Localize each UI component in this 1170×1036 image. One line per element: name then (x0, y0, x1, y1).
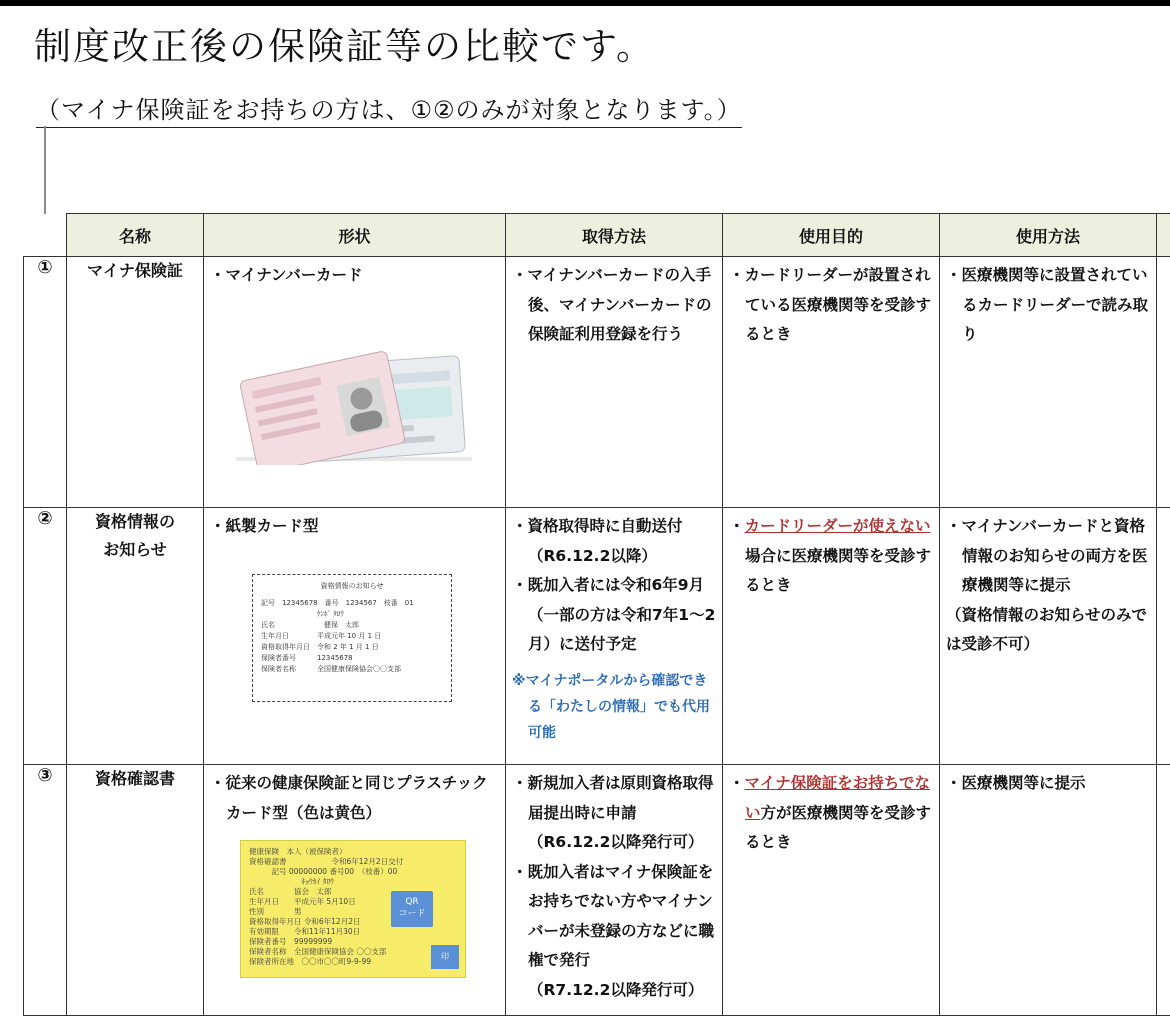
purpose-text (729, 769, 935, 858)
card-line: 資格取得年月日 令和6年12月2日 (249, 917, 361, 926)
row-name: マイナ保険証 (67, 257, 204, 508)
row-number: ② (24, 508, 67, 765)
header-usage: 使用方法 (940, 214, 1157, 257)
row-purpose (723, 765, 940, 1016)
acquire-item: （R6.12.2以降） (528, 546, 657, 565)
row-usage (940, 508, 1157, 765)
shape-text: ・紙製カード型 (210, 517, 319, 535)
row-acquire (506, 765, 723, 1016)
card-line: 保険者所在地 〇〇市〇〇町9-9-99 (249, 957, 371, 966)
row-purpose (723, 508, 940, 765)
acquire-note: ※マイナポータルから確認できる「わたしの情報」でも代用可能 (512, 672, 710, 741)
acquire-item: ・資格取得時に自動送付 (512, 517, 683, 535)
header-cut-off (1157, 214, 1170, 257)
paper-card-line: ｹﾝﾎﾟ ﾀﾛｳ (261, 609, 344, 618)
row-name (67, 508, 204, 765)
card-line: 保険者番号 99999999 (249, 937, 333, 946)
usage-text: ・マイナンバーカードと資格情報のお知らせの両方を医療機関等に提示 (946, 517, 1148, 594)
row-shape (204, 765, 506, 1016)
purpose-text: ・カードリーダーが設置されている医療機関等を受診するとき (729, 266, 932, 343)
card-line: 氏名 協会 太郎 (249, 887, 332, 896)
card-line: 保険者名称 全国健康保険協会 〇〇支部 (249, 947, 387, 956)
row-shape (204, 257, 506, 508)
shape-text: ・従来の健康保険証と同じプラスチックカード型（色は黄色） (210, 774, 488, 822)
header-name: 名称 (67, 214, 204, 257)
row-acquire (506, 508, 723, 765)
card-line: 性別 男 (249, 907, 302, 916)
paper-card-line: 生年月日 平成元年 10 月 1 日 (261, 631, 382, 640)
acquire-item: （R6.12.2以降発行可） (528, 833, 704, 851)
purpose-text (729, 512, 935, 601)
header-blank (24, 214, 67, 257)
purpose-prefix: ・ (729, 774, 745, 792)
page-subtitle: （マイナ保険証をお持ちの方は、①②のみが対象となります。） (36, 90, 742, 128)
card-line: 資格確認書 令和6年12月2日交付 (249, 857, 404, 866)
row-number: ③ (24, 765, 67, 1016)
header-acquire: 取得方法 (506, 214, 723, 257)
qualification-card-illustration (240, 840, 466, 978)
row-number: ① (24, 257, 67, 508)
row-name: 資格確認書 (67, 765, 204, 1016)
row-shape (204, 508, 506, 765)
card-line: ｷｮｳｶｲ ﾀﾛｳ (249, 877, 334, 886)
card-line: 生年月日 平成元年 5月10日 (249, 897, 356, 906)
row-purpose (723, 257, 940, 508)
row-acquire (506, 257, 723, 508)
row-usage (940, 257, 1157, 508)
paper-card-line: 保険者番号 12345678 (261, 653, 353, 662)
purpose-rest: 方が医療機関等を受診するとき (745, 803, 932, 851)
acquire-item: （R7.12.2以降発行可） (528, 980, 704, 999)
row-cut-off-cell (1157, 765, 1170, 1016)
purpose-highlight: マイナ保険証をお持ちでない (744, 774, 931, 822)
row-name-line: 資格情報の (94, 512, 175, 531)
shape-text: ・マイナンバーカード (210, 266, 363, 284)
seal-icon: 印 (431, 945, 459, 969)
paper-card-line: 記号 12345678 番号 1234567 枝番 01 (261, 598, 414, 607)
acquire-item: ・マイナンバーカードの入手後、マイナンバーカードの保険証利用登録を行う (512, 266, 712, 343)
acquire-item: ・既加入者には令和6年9月（一部の方は令和7年1～2月）に送付予定 (512, 576, 716, 653)
table-row (24, 257, 1170, 508)
usage-note: （資格情報のお知らせのみでは受診不可） (946, 605, 1148, 653)
my-number-card-illustration (232, 335, 472, 465)
purpose-prefix: ・ (729, 517, 745, 535)
header-purpose: 使用目的 (723, 214, 940, 257)
page-title: 制度改正後の保険証等の比較です。 (34, 25, 656, 68)
row-usage (940, 765, 1157, 1016)
acquire-item: ・既加入者はマイナ保険証をお持ちでない方やマイナンバーが未登録の方などに職権で発行 (512, 862, 715, 969)
top-bar (0, 0, 1170, 6)
usage-text: ・医療機関等に提示 (946, 774, 1086, 792)
comparison-table (23, 213, 1170, 1016)
row-cut-off-cell (1157, 508, 1170, 765)
purpose-highlight: カードリーダーが使えない (744, 517, 931, 535)
card-line: 記号 00000000 番号00 （枝番）00 (249, 867, 398, 876)
usage-text: ・医療機関等に設置されているカードリーダーで読み取り (946, 266, 1149, 343)
header-row (24, 214, 1170, 257)
row-name-line: お知らせ (103, 540, 167, 559)
card-line: 有効期限 令和11年11月30日 (249, 927, 361, 936)
header-shape: 形状 (204, 214, 506, 257)
paper-card-line: 保険者名称 全国健康保険協会〇〇支部 (261, 664, 401, 673)
purpose-rest: 場合に医療機関等を受診するとき (745, 546, 932, 594)
paper-card-line: 資格取得年月日 令和 2 年 1 月 1 日 (261, 642, 379, 651)
paper-card-title: 資格情報のお知らせ (320, 581, 384, 590)
table-row (24, 765, 1170, 1016)
table-row (24, 508, 1170, 765)
paper-card-line: 氏名 健保 太郎 (261, 620, 359, 629)
paper-card-illustration (252, 574, 452, 702)
row-cut-off-cell (1157, 257, 1170, 508)
acquire-item: ・新規加入者は原則資格取得届提出時に申請 (512, 774, 714, 822)
card-line: 健康保険 本人（被保険者） (249, 847, 347, 856)
qr-code-icon: QR コード (391, 891, 433, 927)
